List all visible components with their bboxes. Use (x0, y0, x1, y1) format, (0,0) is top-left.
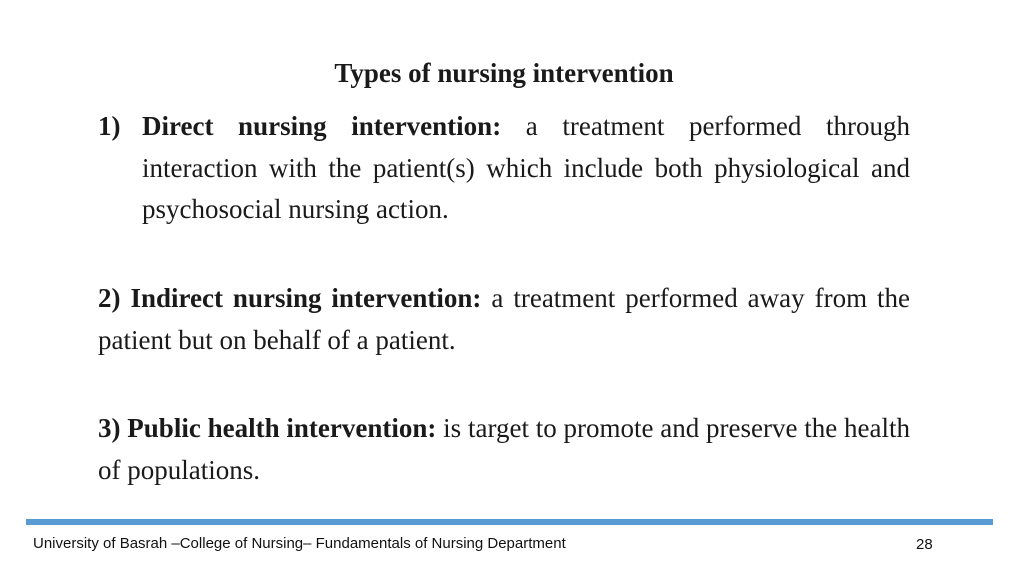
item-term: Direct nursing intervention: (142, 111, 502, 141)
item-content (142, 106, 910, 231)
item-description: a treatment performed through interaction with the patient(s) which include both physiological and psychosocial nursing action. (142, 111, 910, 224)
item-term: Public health intervention: (127, 413, 437, 443)
item-description: a treatment performed away from the patient but on behalf of a patient. (98, 283, 911, 355)
item-number: 2) (98, 283, 121, 313)
item-number: 3) (98, 413, 121, 443)
intervention-item-indirect (98, 278, 910, 361)
page-number: 28 (916, 536, 933, 553)
item-description: is target to promote and preserve the health of populations. (98, 413, 911, 485)
footer-text: University of Basrah –College of Nursing– Fundamentals of Nursing Department (33, 535, 566, 552)
intervention-item-public-health (98, 408, 910, 491)
item-number: 1) (98, 111, 121, 141)
intervention-item-direct (98, 106, 910, 231)
item-term: Indirect nursing intervention: (130, 283, 482, 313)
slide-title: Types of nursing intervention (334, 58, 674, 88)
footer-divider (26, 519, 993, 525)
